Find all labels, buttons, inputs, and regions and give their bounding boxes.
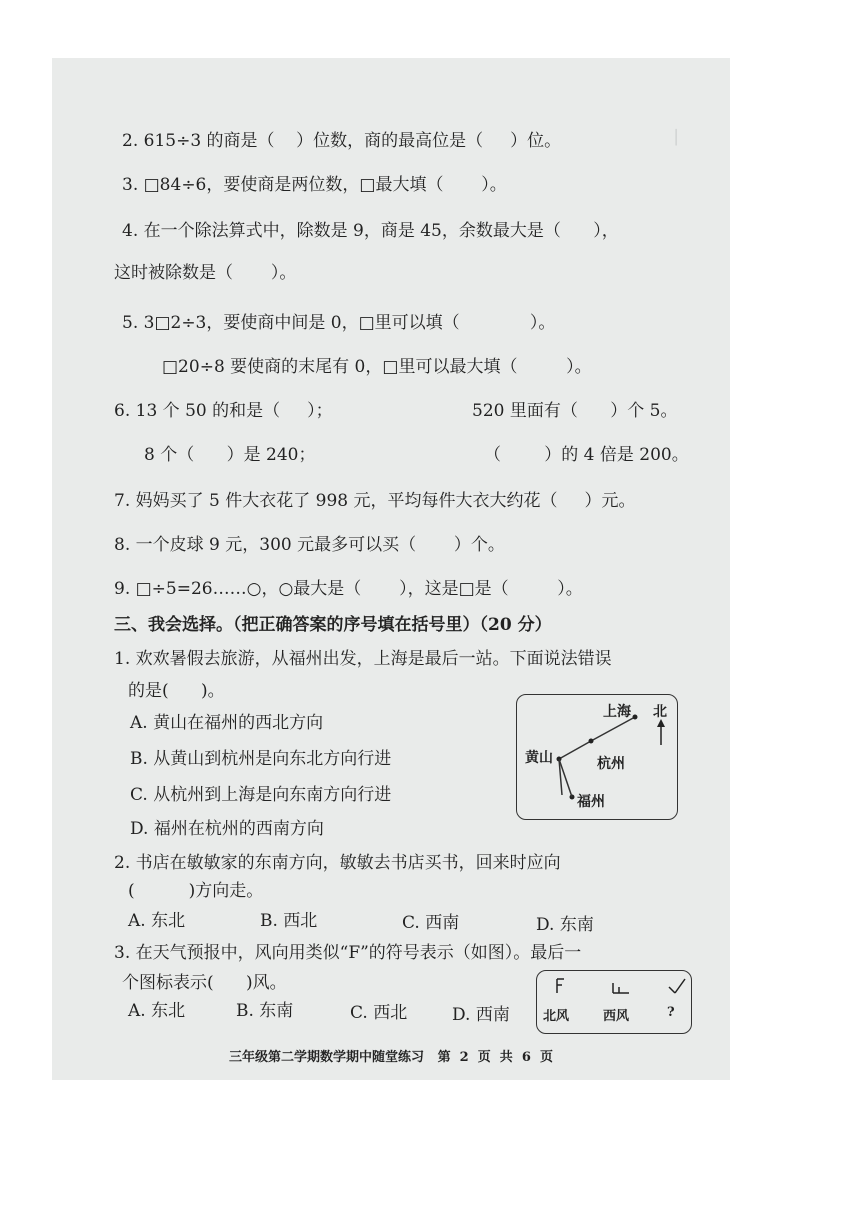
map-label-hangzhou: 杭州 bbox=[597, 756, 625, 772]
choice-2-line-1: 2. 书店在敏敏家的东南方向，敏敏去书店买书，回来时应向 bbox=[114, 853, 561, 873]
bleed-through-mark: │ bbox=[672, 130, 681, 146]
worksheet-page bbox=[52, 58, 730, 1080]
question-7: 7. 妈妈买了 5 件大衣花了 998 元，平均每件大衣大约花（ ）元。 bbox=[114, 491, 636, 511]
choice-2-option-c: C. 西南 bbox=[402, 913, 460, 933]
page-footer: 三年级第二学期数学期中随堂练习 第 2 页 共 6 页 bbox=[229, 1050, 553, 1065]
map-label-fuzhou: 福州 bbox=[577, 794, 605, 810]
question-6-right-2: （ ）的 4 倍是 200。 bbox=[484, 445, 689, 465]
choice-2-option-a: A. 东北 bbox=[128, 911, 186, 931]
choice-3-option-c: C. 西北 bbox=[350, 1003, 408, 1023]
choice-1-line-2: 的是( )。 bbox=[128, 681, 225, 701]
question-5-line-1: 5. 3□2÷3，要使商中间是 0，□里可以填（ ）。 bbox=[122, 313, 556, 333]
choice-1-line-1: 1. 欢欢暑假去旅游，从福州出发，上海是最后一站。下面说法错误 bbox=[114, 649, 612, 669]
wind-label-unknown: ? bbox=[667, 1005, 675, 1020]
question-6-left-1: 6. 13 个 50 的和是（ ）； bbox=[114, 401, 333, 421]
question-3: 3. □84÷6，要使商是两位数，□最大填（ ）。 bbox=[122, 175, 507, 195]
choice-1-option-d: D. 福州在杭州的西南方向 bbox=[130, 819, 324, 839]
question-4-line-2: 这时被除数是（ ）。 bbox=[114, 263, 297, 283]
question-2: 2. 615÷3 的商是（ ）位数，商的最高位是（ ）位。 bbox=[122, 131, 562, 151]
question-5-line-2: □20÷8 要使商的末尾有 0，□里可以最大填（ ）。 bbox=[162, 357, 592, 377]
wind-label-west: 西风 bbox=[603, 1009, 630, 1024]
choice-1-option-b: B. 从黄山到杭州是向东北方向行进 bbox=[130, 749, 392, 769]
choice-1-option-c: C. 从杭州到上海是向东南方向行进 bbox=[130, 785, 392, 805]
question-6-left-2: 8 个（ ）是 240； bbox=[144, 445, 316, 465]
map-label-huangshan: 黄山 bbox=[525, 750, 553, 766]
choice-3-option-d: D. 西南 bbox=[452, 1005, 510, 1025]
choice-3-option-b: B. 东南 bbox=[236, 1001, 294, 1021]
question-8: 8. 一个皮球 9 元，300 元最多可以买（ ）个。 bbox=[114, 535, 505, 555]
choice-2-line-2: ( )方向走。 bbox=[128, 881, 264, 901]
choice-2-option-b: B. 西北 bbox=[260, 911, 318, 931]
choice-1-option-a: A. 黄山在福州的西北方向 bbox=[130, 713, 324, 733]
direction-map bbox=[516, 694, 678, 820]
choice-3-line-1: 3. 在天气预报中，风向用类似“F”的符号表示（如图）。最后一 bbox=[114, 943, 582, 963]
choice-3-line-2: 个图标表示( )风。 bbox=[122, 973, 287, 993]
section-3-heading: 三、我会选择。（把正确答案的序号填在括号里）（20 分） bbox=[114, 615, 552, 635]
choice-3-option-a: A. 东北 bbox=[128, 1001, 186, 1021]
question-4-line-1: 4. 在一个除法算式中，除数是 9，商是 45，余数最大是（ ）， bbox=[122, 221, 619, 241]
question-6-right-1: 520 里面有（ ）个 5。 bbox=[472, 401, 678, 421]
wind-label-north: 北风 bbox=[543, 1009, 570, 1024]
map-label-north: 北 bbox=[653, 704, 667, 720]
map-label-shanghai: 上海 bbox=[603, 704, 631, 720]
wind-symbol-box bbox=[536, 970, 692, 1034]
question-9: 9. □÷5=26……○，○最大是（ ），这是□是（ ）。 bbox=[114, 579, 583, 599]
choice-2-option-d: D. 东南 bbox=[536, 915, 594, 935]
